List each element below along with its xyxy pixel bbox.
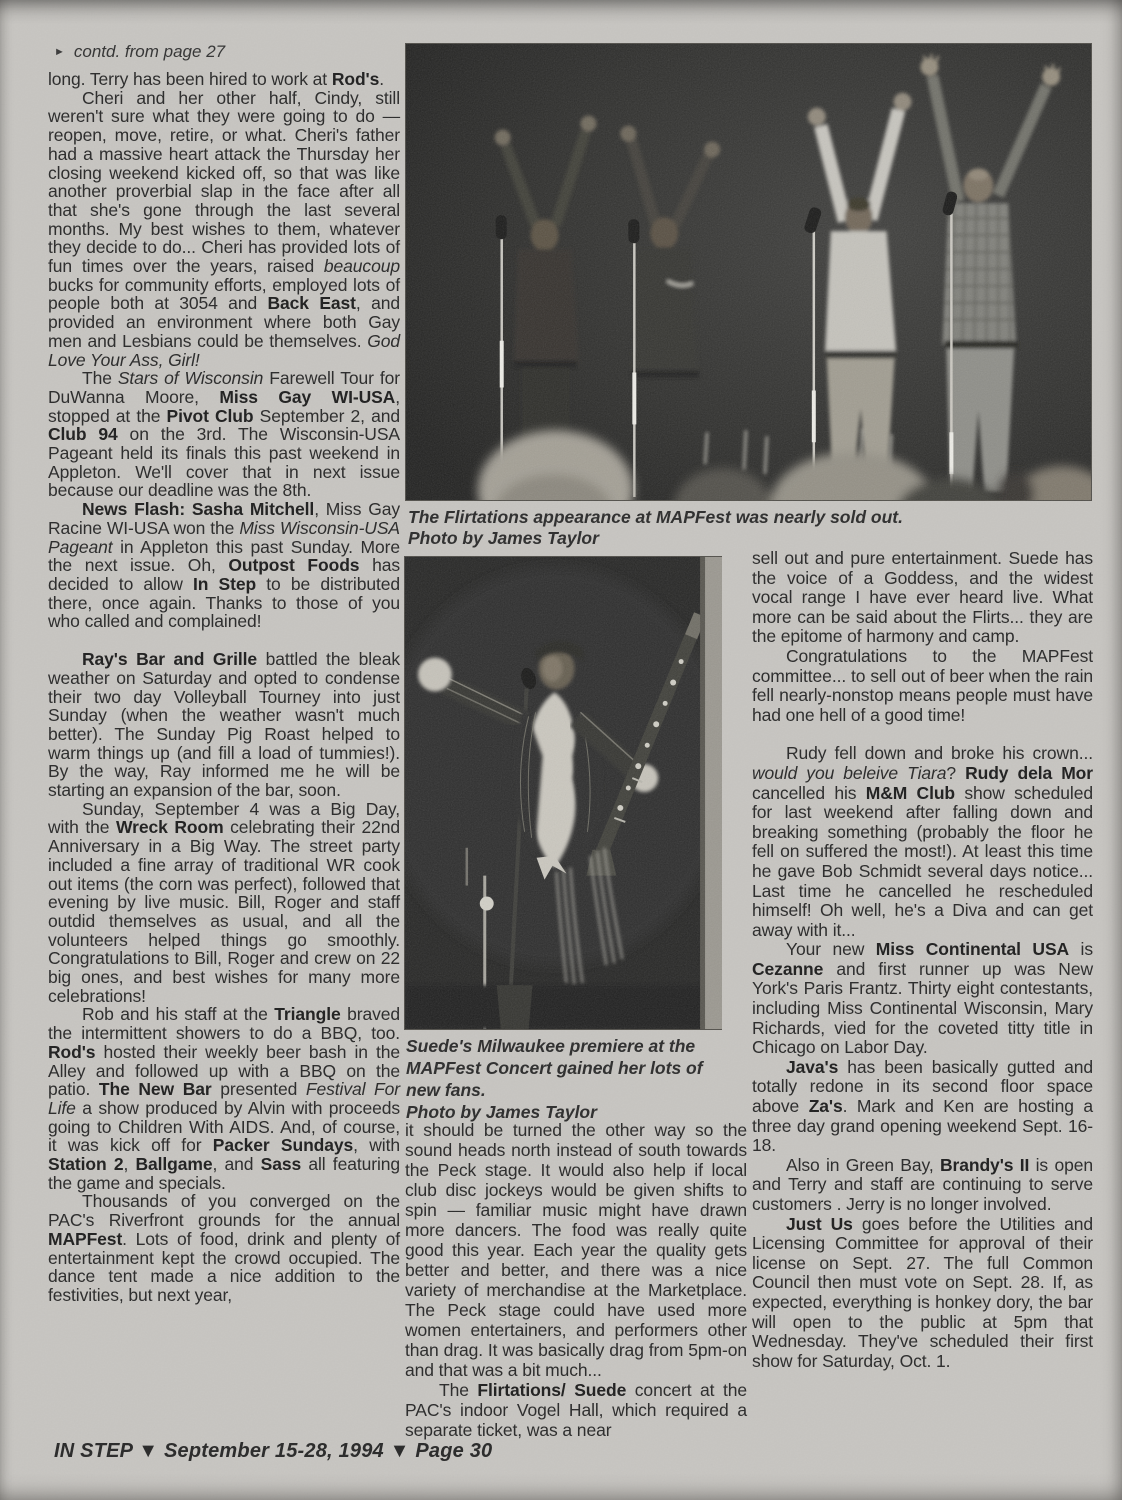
paragraph bbox=[752, 1215, 1093, 1372]
text-run: . bbox=[379, 69, 385, 89]
paragraph bbox=[48, 89, 400, 370]
text-run: , stopped at the bbox=[48, 386, 400, 426]
text-run: in Appleton this past Sunday. More the next issue. Oh, bbox=[48, 536, 400, 576]
flirtations-photo bbox=[405, 43, 1092, 501]
text-run: News Flash: Sasha Mitchell bbox=[82, 499, 315, 520]
text-run: Packer Sundays bbox=[212, 1135, 354, 1156]
paragraph bbox=[48, 500, 400, 631]
text-run: show scheduled for last weekend after falling down and breaking something (probably the floor he fell on suffered the most!). At least this time he gave Bob Schmidt several days notice... Last time he cancelled he rescheduled himself! Oh well, he's a Diva and can get away with it... bbox=[752, 782, 1093, 940]
paragraph bbox=[752, 647, 1093, 725]
paragraph bbox=[405, 1380, 747, 1440]
text-run: presented bbox=[211, 1079, 306, 1100]
text-run: Back East bbox=[267, 293, 356, 314]
caption-line: Photo by James Taylor bbox=[406, 1102, 597, 1122]
text-run: Sunday, September 4 was a Big Day, with the bbox=[48, 798, 400, 838]
text-run: has been basically gutted and totally redone in its second floor space above bbox=[752, 1056, 1093, 1117]
text-run: Sass bbox=[260, 1154, 302, 1175]
text-run: Triangle bbox=[274, 1004, 341, 1025]
stage-performance-photo-graphic bbox=[406, 44, 1091, 500]
continued-from-note bbox=[54, 42, 225, 62]
text-run: Miss Gay WI-USA bbox=[219, 386, 396, 407]
text-run: all featuring the game and specials. bbox=[48, 1154, 401, 1193]
text-run: bucks for community efforts, employed lots of people both at 3054 and bbox=[48, 274, 400, 314]
paragraph bbox=[48, 1192, 400, 1304]
text-run: Za's bbox=[808, 1096, 843, 1117]
text-run: Thousands of you converged on the PAC's Riverfront grounds for the annual bbox=[48, 1191, 400, 1231]
text-run: , with bbox=[353, 1135, 400, 1156]
text-run: battled the bleak weather on Saturday and opted to condense their two day Volleyball Tourney into just Sunday (when the weather wasn't much better). The Sunday Pig Roast helped to warm things up (and fill a load of tummies!). By the way, Ray informed me he will be starting an expansion of the bar, soon. bbox=[48, 649, 400, 801]
footer-text: IN STEP ▼ September 15-28, 1994 ▼ Page 30 bbox=[54, 1440, 493, 1462]
text-run: . Lots of food, drink and plenty of entertainment kept the crowd occupied. The dance tent made a nice addition to the festivities, but next year, bbox=[48, 1228, 400, 1305]
text-run: , and provided an environment where both Gay men and Lesbians could be themselves. bbox=[48, 293, 400, 351]
text-run: Station 2 bbox=[48, 1154, 124, 1175]
text-run: The New Bar bbox=[98, 1079, 212, 1100]
text-run: long. Terry has been hired to work at bbox=[48, 69, 332, 89]
text-run: Ballgame bbox=[135, 1154, 213, 1175]
continued-from-label: contd. from page 27 bbox=[73, 42, 226, 61]
text-run: The bbox=[82, 368, 118, 389]
text-run: Also in Green Bay, bbox=[786, 1154, 940, 1175]
text-run: would you beleive Tiara bbox=[752, 762, 947, 783]
text-run: , bbox=[123, 1154, 136, 1175]
article-column-right bbox=[752, 549, 1093, 1371]
paragraph bbox=[48, 800, 400, 1006]
text-run: concert at the PAC's indoor Vogel Hall, which required a separate ticket, was a near bbox=[405, 1380, 747, 1440]
text-run: Farewell Tour for DuWanna Moore, bbox=[48, 368, 400, 407]
text-run: on the 3rd. The Wisconsin-USA Pageant held its finals this past weekend in Appleton. We'll cover that in next issue because our deadline was the 8th. bbox=[48, 424, 400, 501]
text-run: . Mark and Ken are hosting a three day grand opening weekend Sept. 16-18. bbox=[752, 1096, 1093, 1156]
text-run: Stars of Wisconsin bbox=[117, 368, 264, 389]
text-run: MAPFest bbox=[48, 1228, 123, 1249]
text-run: M&M Club bbox=[865, 782, 956, 803]
text-run: Ray's Bar and Grille bbox=[82, 649, 258, 670]
flirtations-photo-caption bbox=[408, 507, 1028, 549]
paragraph bbox=[752, 1156, 1093, 1215]
paragraph bbox=[752, 549, 1093, 647]
caption-line: Photo by James Taylor bbox=[408, 528, 599, 548]
caption-line: MAPFest Concert gained her lots of bbox=[406, 1058, 703, 1078]
text-run: and first runner up was New York's Paris Frantz. Thirty eight contestants, including Miss Continental Wisconsin, Mary Richards, vied for the coveted titty title in Chicago on Labor Day. bbox=[752, 958, 1093, 1058]
caption-line: The Flirtations appearance at MAPFest was nearly sold out. bbox=[408, 507, 903, 527]
text-run: God Love Your Ass, Girl! bbox=[48, 330, 400, 370]
text-run: a show produced by Alvin with proceeds going to Children With AIDS. And, of course, it was kick off for bbox=[48, 1097, 400, 1156]
text-run: Congratulations to the MAPFest committee... to sell out of beer when the rain fell nearly-nonstop means people must have had one hell of a good time! bbox=[752, 645, 1093, 725]
paragraph bbox=[48, 650, 400, 800]
text-run: , Miss Gay Racine WI-USA won the bbox=[48, 499, 400, 538]
paragraph bbox=[48, 369, 400, 500]
text-run: In Step bbox=[193, 573, 257, 594]
text-run: has decided to allow bbox=[48, 555, 401, 594]
text-run: beaucoup bbox=[323, 256, 400, 277]
text-run: Outpost Foods bbox=[228, 555, 360, 576]
suede-photo-caption bbox=[406, 1035, 746, 1123]
paragraph bbox=[48, 1005, 400, 1192]
text-run: Club 94 bbox=[48, 424, 118, 445]
text-run: sell out and pure entertainment. Suede has the voice of a Goddess, and the widest vocal range I have ever heard live. What more can be said about the Flirts... they are the epitome of harmony and camp. bbox=[752, 548, 1093, 647]
text-run: Cezanne bbox=[752, 958, 824, 979]
text-run: Brandy's II bbox=[940, 1154, 1030, 1175]
text-run: Rudy dela Mor bbox=[965, 762, 1093, 783]
text-run: Festival For Life bbox=[48, 1079, 400, 1118]
text-run: Miss Wisconsin-USA Pageant bbox=[48, 517, 400, 557]
text-run: Pivot Club bbox=[166, 405, 254, 426]
text-run: Rod's bbox=[331, 69, 380, 89]
text-run: Rod's bbox=[48, 1041, 96, 1062]
scan-top-shade bbox=[0, 0, 1122, 24]
text-run: Your new bbox=[786, 939, 876, 960]
paragraph bbox=[48, 70, 400, 89]
text-run: , and bbox=[212, 1154, 261, 1175]
paragraph bbox=[752, 744, 1093, 940]
text-run: The bbox=[439, 1380, 478, 1400]
text-run: is open and Terry and staff are continuing to serve customers . Jerry is no longer involved. bbox=[752, 1154, 1093, 1214]
paragraph bbox=[752, 940, 1093, 1058]
article-column-middle bbox=[405, 1120, 747, 1440]
text-run: Java's bbox=[786, 1056, 839, 1077]
article-column-left bbox=[48, 70, 400, 1305]
text-run: Cheri and her other half, Cindy, still weren't sure what they were going to do — reopen, move, retire, or what. Cheri's father had a massive heart attack the Thursday her closing weekend kicked off, so that was like another proverbial slap in the face after all that she's gone through the last several months. My best wishes to them, whatever they decide to do... Cheri has provided lots of fun times over the years, raised bbox=[48, 87, 400, 277]
text-run: Miss Continental USA bbox=[875, 939, 1070, 960]
text-run: celebrating their 22nd Anniversary in a Big Way. The street party included a fine array of traditional WR cook out items (the corn was perfect), followed that evening by live music. Bill, Roger and staff outdid themselves as usual, and all the volunteers helped things go smoothly. Congratulations to Bill, Roger and crew on 22 big ones, and best wishes for many more celebrations! bbox=[48, 817, 400, 1006]
text-run: cancelled his bbox=[752, 782, 866, 803]
text-run: it should be turned the other way so the sound heads north instead of south towards the Peck stage. It would also help if local club disc jockeys would be given shifts to spin — familiar music might have drawn more dancers. The food was really quite good this year. Each year the quality gets better and better, and there was a nice variety of merchandise at the Marketplace. The Peck stage could have used more women entertainers, and performers other than drag. It was basically drag from 5pm-on and that was a bit much... bbox=[405, 1120, 747, 1380]
text-run: braved the intermittent showers to do a BBQ, too. bbox=[48, 1004, 400, 1044]
caption-line: new fans. bbox=[406, 1080, 486, 1100]
text-run: goes before the Utilities and Licensing Committee for approval of their license on Sept. 27. The full Common Council then must vote on Sept. 28. If, as expected, everything is honkey dory, the bar will open to the public at 5pm that Wednesday. They've scheduled their first show for Saturday, Oct. 1. bbox=[752, 1213, 1093, 1371]
caption-line: Suede's Milwaukee premiere at the bbox=[406, 1036, 696, 1056]
text-run: to be distributed there, once again. Thanks to those of you who called and complained! bbox=[48, 573, 401, 632]
text-run: Just Us bbox=[786, 1213, 853, 1234]
text-run: September 2, and bbox=[253, 405, 400, 426]
suede-photo bbox=[404, 556, 722, 1030]
text-run: hosted their weekly beer bash in the Alley and followed up with a BBQ on the patio. bbox=[48, 1041, 400, 1100]
text-run: Flirtations/ Suede bbox=[477, 1380, 627, 1400]
page-footer bbox=[54, 1440, 492, 1463]
paragraph bbox=[752, 1058, 1093, 1156]
suede-performance-photo-graphic bbox=[405, 557, 722, 1029]
paragraph bbox=[405, 1120, 747, 1380]
text-run: Wreck Room bbox=[116, 817, 224, 838]
arrow-right-icon: ► bbox=[54, 46, 65, 58]
text-run: Rudy fell down and broke his crown... bbox=[786, 743, 1093, 764]
text-run: Rob and his staff at the bbox=[82, 1004, 275, 1025]
text-run: ? bbox=[946, 762, 966, 783]
text-run: is bbox=[1069, 939, 1093, 960]
